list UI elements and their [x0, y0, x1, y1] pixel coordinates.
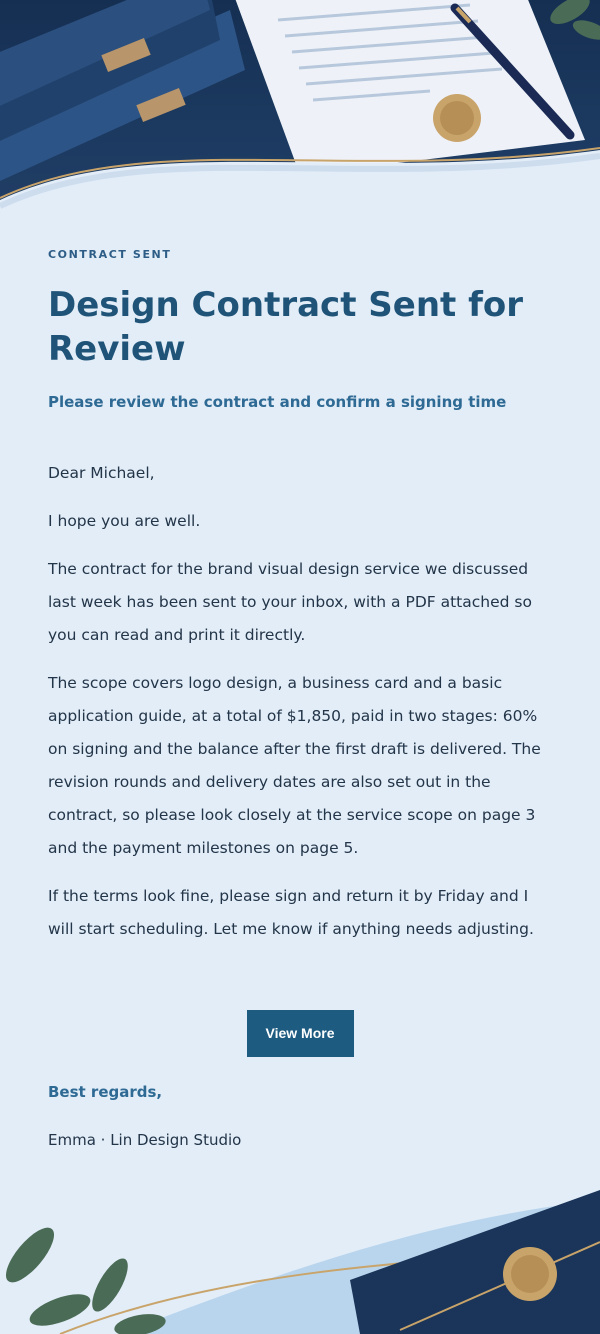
wax-seal-icon — [503, 1247, 557, 1301]
eyebrow-label: CONTRACT SENT — [48, 248, 172, 261]
email-content — [48, 244, 558, 946]
paragraph-terms: If the terms look fine, please sign and return it by Friday and I will start scheduling. Let me know if anything needs adjusting. — [48, 887, 534, 938]
paragraph-scope: The scope covers logo design, a business card and a basic application guide, at a total of $1,850, paid in two stages: 60% on signing and the balance after the first draft is delivered. The revision rounds and delivery dates are also set out in the contract, so please look closely at the service scope on page 3 and the payment milestones on page 5. — [48, 674, 541, 857]
wax-seal-illustration — [0, 1160, 600, 1334]
signoff: Best regards, — [48, 1083, 163, 1101]
view-more-button[interactable]: View More — [247, 1010, 354, 1057]
subtitle: Please review the contract and confirm a signing time — [48, 393, 507, 411]
paragraph-contract: The contract for the brand visual design service we discussed last week has been sent to your inbox, with a PDF attached so you can read and print it directly. — [48, 560, 532, 644]
header-illustration — [0, 0, 600, 250]
contract-paper-icon — [232, 0, 585, 175]
paragraph-intro: I hope you are well. — [48, 512, 201, 530]
contract-desk-illustration — [0, 0, 600, 250]
page-title: Design Contract Sent for Review — [48, 285, 524, 369]
leaf-icon — [0, 1221, 167, 1334]
signature: Emma · Lin Design Studio — [48, 1131, 242, 1149]
greeting: Dear Michael, — [48, 464, 155, 482]
footer-illustration — [0, 1160, 600, 1334]
cta-container — [0, 1010, 600, 1057]
plant-leaf-icon — [546, 0, 600, 44]
folder-stack-icon — [0, 0, 245, 190]
